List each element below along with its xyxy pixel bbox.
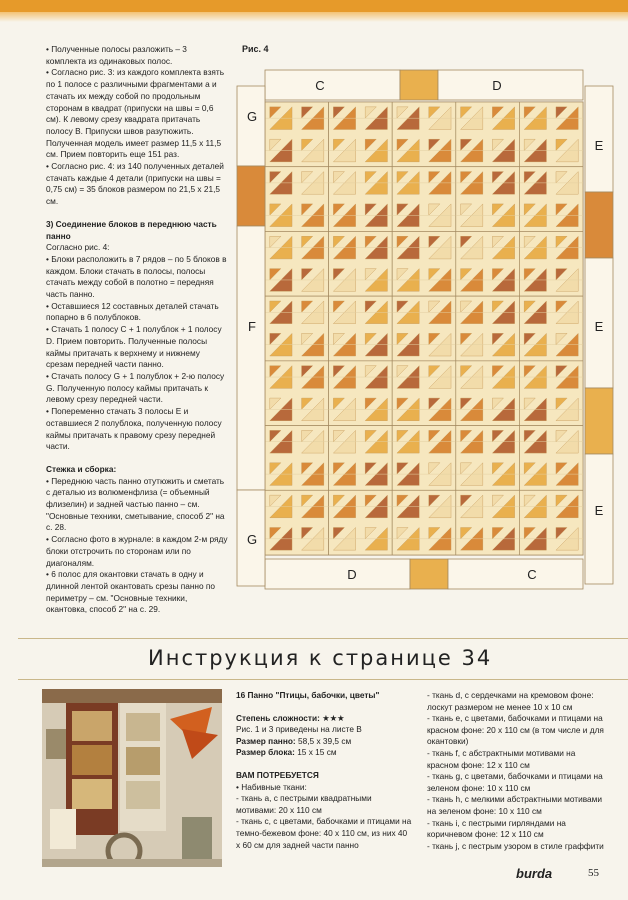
border-letter-d: D [492,78,502,93]
border-strip-c-top [265,70,400,100]
size-value: 58,5 х 39,5 см [297,735,352,746]
fabric-item: - ткань j, с пестрым узором в стиле граффити [427,840,604,851]
border-letter-f: F [248,319,256,334]
border-letter-d: D [347,567,357,582]
divider [18,638,628,639]
instruction-paragraph: • Согласно фото в журнале: в каждом 2-м ряду блоки отстрочить по сторонам или по диагоналям. [46,534,228,568]
border-strip-e-bottom [585,454,613,584]
border-strip-f [237,226,265,490]
materials-heading: ВАМ ПОТРЕБУЕТСЯ [236,769,319,780]
project-title: 16 Панно "Птицы, бабочки, цветы" [236,690,380,700]
section-subheading: Стежка и сборка: [46,463,117,474]
instruction-paragraph: • Стачать полосу G + 1 полублок + 2-ю полосу G. Полученную полосу каймы притачать к левому срезу передней части. [46,370,225,405]
border-letter-g: G [246,532,258,547]
project-info-column [236,690,412,851]
border-letter-e: E [594,138,604,153]
fabrics-column [427,690,607,852]
divider [18,679,628,680]
half-block [400,70,438,100]
instruction-paragraph: • Стачать 1 полосу С + 1 полублок + 1 полосу D. Прием повторить. Полученные полосы каймы притачать к верхнему и нижнему срезам передней части панно. [46,324,222,370]
fabric-item: - ткань g, с цветами, бабочками и птицами на зеленом фоне: 10 х 110 см [427,771,603,793]
section-subheading: 3) Соединение блоков в переднюю часть панно [46,218,217,241]
border-letter-e: E [594,319,604,334]
difficulty-stars: ★★★ [322,712,345,723]
border-strip-d-bottom [265,559,410,589]
half-block [585,388,613,454]
page-number: 55 [588,867,599,879]
block-size-label: Размер блока: [236,747,295,758]
size-label: Размер панно: [236,735,296,746]
fabric-item: - ткань h, с мелкими абстрактными мотивами на зеленом фоне: 10 х 110 см [427,794,602,816]
fabric-item: - ткань i, с пестрыми гирляндами на коричневом фоне: 12 х 110 см [427,817,566,840]
fabric-item: - ткань f, с абстрактными мотивами на красном фоне: 12 х 110 см [427,747,576,770]
block-size-value: 15 х 15 см [297,747,337,758]
half-block [237,166,265,226]
border-strip-d-top [438,70,583,100]
border-strip-g-top [237,86,265,166]
fabric-item: - ткань d, с сердечками на кремовом фоне: лоскут размером не менее 10 х 10 см [427,690,594,712]
fabrics-heading: • Набивные ткани: [236,781,307,792]
figure-label: Рис. 4 [242,44,269,54]
half-block [410,559,448,589]
border-letter-g: G [246,109,258,124]
instruction-paragraph: • Попеременно стачать 3 полосы Е и оставшиеся 2 полублока, полученную полосу каймы притачать к правому срезу передней части. [46,406,222,452]
border-letter-c: C [315,78,325,93]
brand-logo: burda [516,866,553,881]
border-letter-c: C [527,567,537,582]
instruction-paragraph: • Блоки расположить в 7 рядов – по 5 блоков в каждом. Блоки стачать в полосы, полосы стачать между собой в полотно = передняя часть панно. [46,253,227,300]
fabric-item: - ткань е, с цветами, бабочками и птицами на красном фоне: 20 х 110 см (в том числе и для окантовки) [427,713,604,747]
instruction-paragraph: • Согласно рис. 4: из 140 полученных деталей стачать каждые 4 детали (припуски на швы = 0,75 см) = 35 блоков размером по 21,5 х 21,5 см. [46,161,224,207]
fabric-item: - ткань с, с цветами, бабочками и птицами на темно-бежевом фоне: 40 х 110 см, из них 40 х 60 см для задней части панно [236,816,412,850]
fabric-item: - ткань а, с пестрыми квадратными мотивами: 20 х 110 см [236,793,372,815]
border-letter-e: E [594,503,604,518]
project-photo [42,689,222,867]
instruction-paragraph: • Оставшиеся 12 составных деталей стачать попарно в 6 полублоков. [46,300,219,323]
half-block [585,192,613,258]
instruction-paragraph: • Согласно рис. 3: из каждого комплекта взять по 1 полосе с различными фрагментами а и стачать их между собой по продольным сторонам в квадрат (припуски на швы = 0,6 см). К левому срезу квадрата притачать полосу В. Припуски швов разутюжить. Полученная модель имеет размер 11,5 х 11,5 см. Прием повторить еще 151 раз. [46,67,225,160]
border-strip-c-bottom [448,559,583,589]
instruction-paragraph: • 6 полос для окантовки стачать в одну и длинной лентой окантовать срезы панно по периметру – см. "Основные техники, окантовка, способ 2" на с. 29. [46,569,216,615]
instruction-paragraph: • Полученные полосы разложить – 3 комплекта из одинаковых полос. [46,44,187,66]
instruction-paragraph: • Переднюю часть панно отутюжить и сметать с деталью из волюменфлиза (= объемный флизелин) и задней частью панно – см. "Основные техники, сметывание, способ 2" на с. 28. [46,475,225,533]
instruction-paragraph: Согласно рис. 4: [46,242,110,253]
difficulty-label: Степень сложности: [236,712,320,723]
pattern-note: Рис. 1 и 3 приведены на листе В [236,724,362,735]
section-heading: Инструкция к странице 34 [148,646,493,670]
